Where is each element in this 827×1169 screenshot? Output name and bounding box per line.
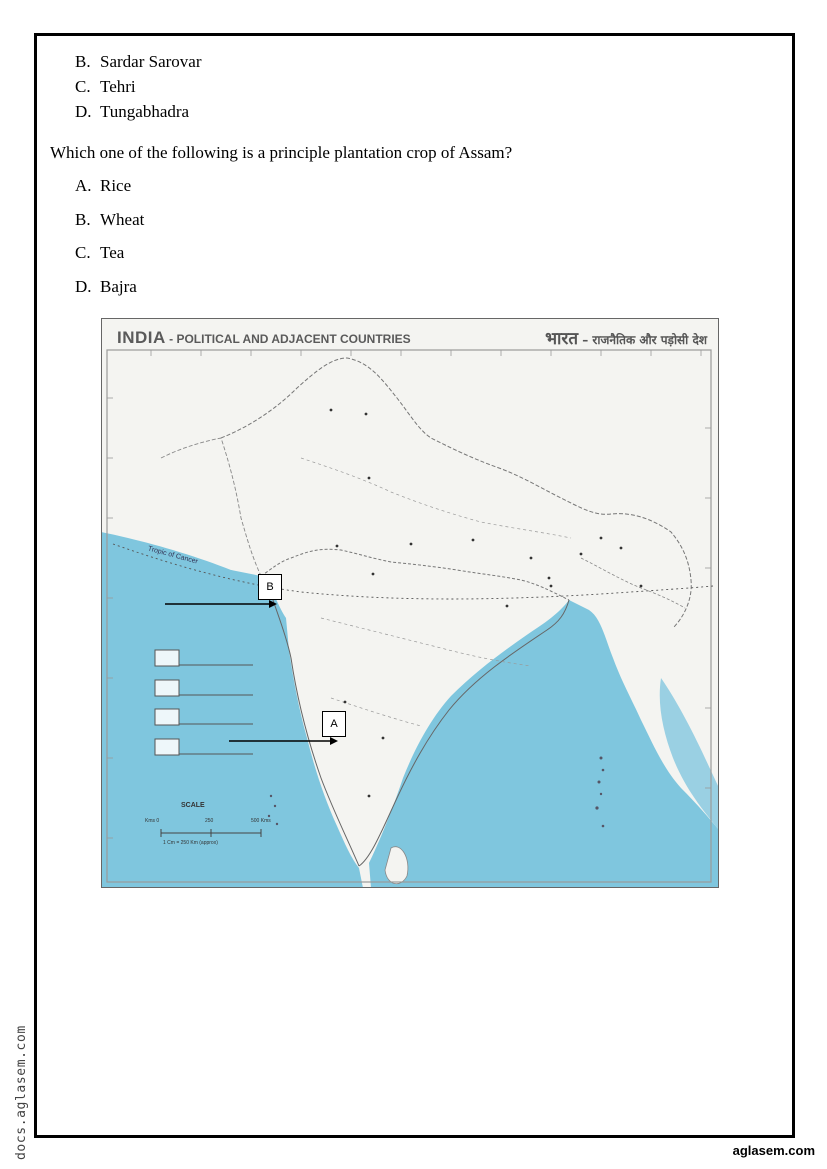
- map-title: [117, 328, 411, 348]
- option-b-sardar-sarovar: [75, 52, 202, 72]
- option-d-bajra: [75, 277, 137, 297]
- option-text: Wheat: [100, 210, 145, 229]
- scale-label: SCALE: [181, 802, 205, 809]
- map-title-subtitle: - POLITICAL AND ADJACENT COUNTRIES: [165, 332, 411, 346]
- scale-tick-1: 250: [205, 818, 214, 824]
- map-title-hindi: [545, 326, 707, 349]
- option-c-tehri: [75, 77, 136, 97]
- option-text: Tehri: [100, 77, 136, 96]
- scale-tick-0: Kms 0: [145, 818, 160, 824]
- scale-note: 1 Cm = 250 Km (approx): [163, 840, 218, 846]
- footer-site-name: aglasem.com: [732, 1143, 815, 1158]
- marker-b-box: B: [258, 574, 282, 600]
- map-title-india: INDIA: [117, 328, 166, 347]
- question-text: Which one of the following is a principle plantation crop of Assam?: [50, 143, 513, 162]
- india-political-map: [101, 318, 719, 888]
- option-letter: C.: [75, 77, 91, 96]
- option-c-tea: [75, 243, 124, 263]
- marker-a-box: A: [322, 711, 346, 737]
- option-letter: D.: [75, 102, 92, 121]
- option-d-tungabhadra: [75, 102, 189, 122]
- option-a-rice: [75, 176, 131, 196]
- option-letter: B.: [75, 52, 91, 71]
- tropic-label: Tropic of Cancer: [146, 545, 199, 566]
- option-letter: C.: [75, 243, 91, 262]
- map-hindi-rest: – राजनैतिक और पड़ोसी देश: [578, 333, 707, 347]
- option-text: Rice: [100, 176, 132, 195]
- option-letter: D.: [75, 277, 92, 296]
- option-text: Sardar Sarovar: [100, 52, 202, 71]
- option-b-wheat: [75, 210, 144, 230]
- option-letter: B.: [75, 210, 91, 229]
- option-letter: A.: [75, 176, 92, 195]
- map-hindi-big: भारत: [545, 329, 579, 349]
- scale-tick-2: 500 Kms: [251, 818, 271, 824]
- option-text: Bajra: [100, 277, 137, 296]
- option-text: Tea: [100, 243, 125, 262]
- side-watermark: docs.aglasem.com: [14, 1025, 29, 1160]
- option-text: Tungabhadra: [100, 102, 190, 121]
